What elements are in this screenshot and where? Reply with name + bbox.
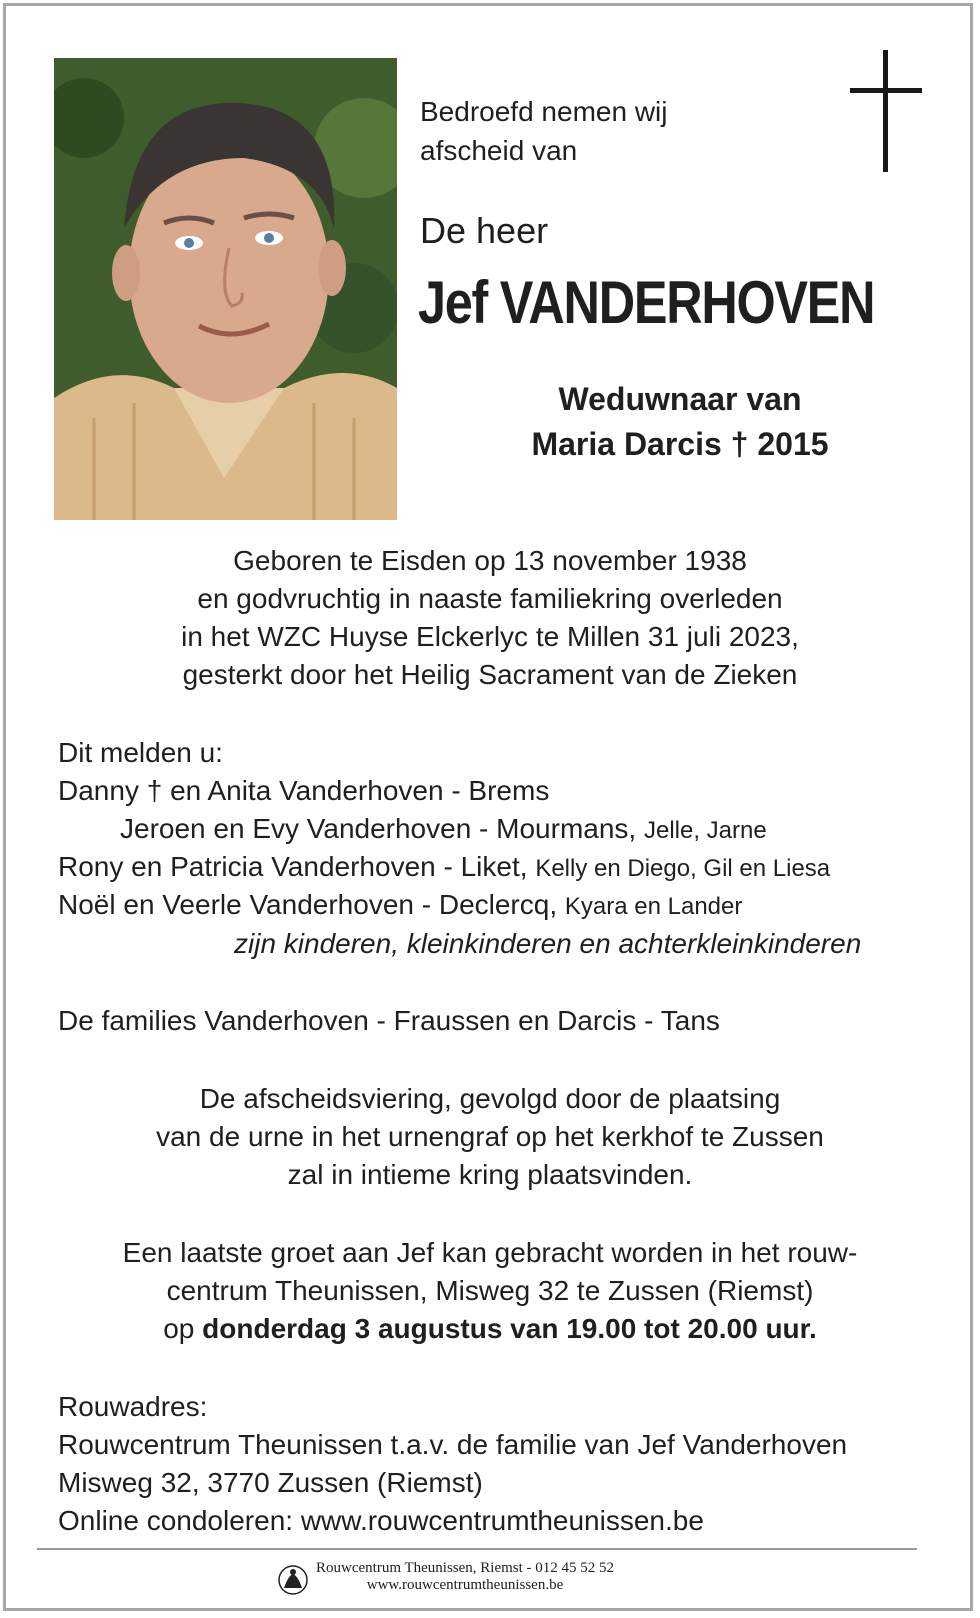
family-row-2-grandchildren: Jelle, Jarne — [643, 817, 767, 844]
ceremony-line-1: De afscheidsviering, gevolgd door de plaatsing — [199, 1083, 781, 1114]
family-row-3-grandchildren: Kelly en Diego, Gil en Liesa — [535, 855, 831, 882]
intro-line-1: Bedroefd nemen wij — [420, 96, 668, 127]
portrait-photo — [54, 58, 397, 520]
visit-line-1: Een laatste groet aan Jef kan gebracht worden in het rouw- — [122, 1237, 858, 1268]
family-relation: zijn kinderen, kleinkinderen en achterkleinkinderen — [234, 928, 862, 959]
widow-line-1: Weduwnaar van — [558, 381, 802, 417]
ceremony-line-2: van de urne in het urnengraf op het kerkhof te Zussen — [156, 1121, 824, 1152]
family-row-2 — [120, 810, 767, 850]
family-row-4 — [58, 886, 742, 926]
visit-date-time: donderdag 3 augustus van 19.00 tot 20.00 uur. — [202, 1313, 817, 1344]
cross-vertical-bar — [883, 50, 888, 172]
family-row-4-grandchildren: Kyara en Lander — [564, 893, 743, 920]
family-row-3 — [58, 848, 830, 888]
visit-line-3-prefix: op — [163, 1313, 195, 1344]
family-row-1: Danny † en Anita Vanderhoven - Brems — [58, 775, 550, 806]
deceased-name: Jef VANDERHOVEN — [418, 269, 875, 336]
birth-death-info — [40, 542, 940, 694]
condolence-link[interactable]: Online condoleren: www.rouwcentrumtheunissen.be — [58, 1505, 704, 1536]
born-line-3: in het WZC Huyse Elckerlyc te Millen 31 juli 2023, — [181, 621, 799, 652]
family-row-4-main: Noël en Veerle Vanderhoven - Declercq, — [58, 889, 558, 920]
portrait-illustration — [54, 58, 397, 520]
visit-line-2: centrum Theunissen, Misweg 32 te Zussen (Riemst) — [166, 1275, 814, 1306]
visitation-info — [40, 1234, 940, 1348]
widow-info — [480, 377, 880, 467]
family-heading: Dit melden u: — [58, 737, 223, 768]
title-prefix: De heer — [420, 210, 549, 251]
intro-line-2: afscheid van — [420, 135, 578, 166]
visit-line-3 — [40, 1310, 940, 1348]
family-row-3-main: Rony en Patricia Vanderhoven - Liket, — [58, 851, 528, 882]
intro-text — [420, 92, 667, 170]
families-line: De families Vanderhoven - Fraussen en Darcis - Tans — [58, 1005, 720, 1036]
ceremony-line-3: zal in intieme kring plaatsvinden. — [287, 1159, 693, 1190]
cross-icon — [850, 50, 922, 172]
cross-horizontal-bar — [850, 88, 922, 93]
footer-divider — [37, 1548, 917, 1550]
address-line-2: Misweg 32, 3770 Zussen (Riemst) — [58, 1467, 483, 1498]
ceremony-info — [40, 1080, 940, 1194]
address-line-1: Rouwcentrum Theunissen t.a.v. de familie van Jef Vanderhoven — [58, 1429, 848, 1460]
born-line-4: gesterkt door het Heilig Sacrament van de Zieken — [182, 659, 798, 690]
footer-line-1: Rouwcentrum Theunissen, Riemst - 012 45 52 52 — [316, 1560, 615, 1576]
widow-line-2: Maria Darcis † 2015 — [531, 426, 829, 462]
born-line-1: Geboren te Eisden op 13 november 1938 — [233, 545, 747, 576]
born-line-2: en godvruchtig in naaste familiekring overleden — [197, 583, 783, 614]
family-row-2-main: Jeroen en Evy Vanderhoven - Mourmans, — [120, 813, 637, 844]
footer-website[interactable]: www.rouwcentrumtheunissen.be — [366, 1577, 564, 1593]
address-heading: Rouwadres: — [58, 1391, 208, 1422]
footer-text — [316, 1560, 614, 1594]
funeral-home-logo-icon — [276, 1564, 310, 1596]
